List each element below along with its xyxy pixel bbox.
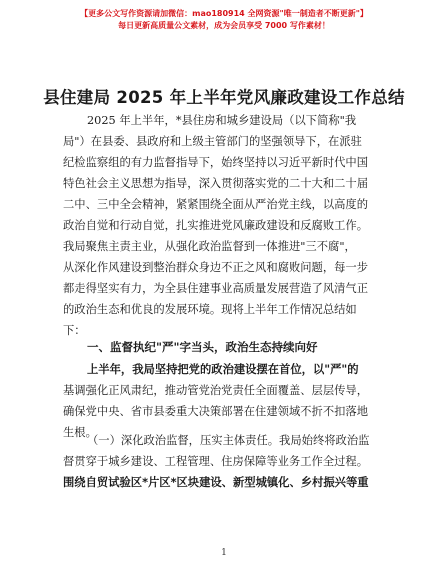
promo-banner — [0, 8, 448, 32]
page-number: 1 — [221, 548, 227, 558]
text-line: 确保党中央、省市县委重大决策部署在住建领域不折不扣落地 — [63, 405, 369, 418]
text-line: 2025 年上半年，*县住房和城乡建设局（以下简称"我 — [87, 114, 357, 127]
text-line: 下： — [63, 324, 86, 337]
promo-banner-line-1: 【更多公文写作资源请加微信：mao180914 全网资源"唯一制造者不断更新"】 — [80, 9, 368, 18]
text-line: 生根。 — [63, 426, 97, 439]
text-line: 纪检监察组的有力监督指导下，始终坚持以习近平新时代中国 — [63, 156, 369, 169]
section-heading-1: 一、监督执纪"严"字当头，政治生态持续向好 — [87, 340, 318, 354]
intro-paragraph — [63, 110, 385, 341]
text-line: （一）深化政治监督，压实主体责任。我局始终将政治监 — [87, 434, 370, 447]
text-line: 特色社会主义思想为指导，深入贯彻落实党的二十大和二十届 — [63, 177, 369, 190]
text-line: 都走得坚实有力，为全县住建事业高质量发展营造了风清气正 — [63, 282, 369, 295]
text-line: 从深化作风建设到整治群众身边不正之风和腐败问题，每一步 — [63, 261, 369, 274]
text-line: 的政治生态和优良的发展环境。现将上半年工作情况总结如 — [63, 303, 357, 316]
text-line: 二中、三中全会精神，紧紧围绕全面从严治党主线，以高度的 — [63, 198, 369, 211]
text-line: 我局聚焦主责主业，从强化政治监督到一体推进"三不腐"， — [63, 240, 356, 253]
text-line: 局"）在县委、县政府和上级主管部门的坚强领导下，在派驻 — [63, 135, 362, 148]
promo-banner-line-2: 每日更新高质量公文素材，成为会员享受 7000 写作素材！ — [118, 21, 330, 30]
text-line: 督贯穿于城乡建设、工程管理、住房保障等业务工作全过程。 — [63, 455, 369, 468]
text-line: 上半年，我局坚持把党的政治建设摆在首位，以"严"的 — [87, 363, 359, 376]
text-line: 政治自觉和行动自觉，扎实推进党风廉政建设和反腐败工作。 — [63, 219, 369, 232]
subsection-1-paragraph — [63, 430, 385, 493]
document-title: 县住建局 2025 年上半年党风廉政建设工作总结 — [43, 88, 405, 107]
text-line: 围绕自贸试验区*片区*区块建设、新型城镇化、乡村振兴等重 — [63, 476, 369, 489]
text-line: 基调强化正风肃纪，推动管党治党责任全面覆盖、层层传导， — [63, 384, 369, 397]
